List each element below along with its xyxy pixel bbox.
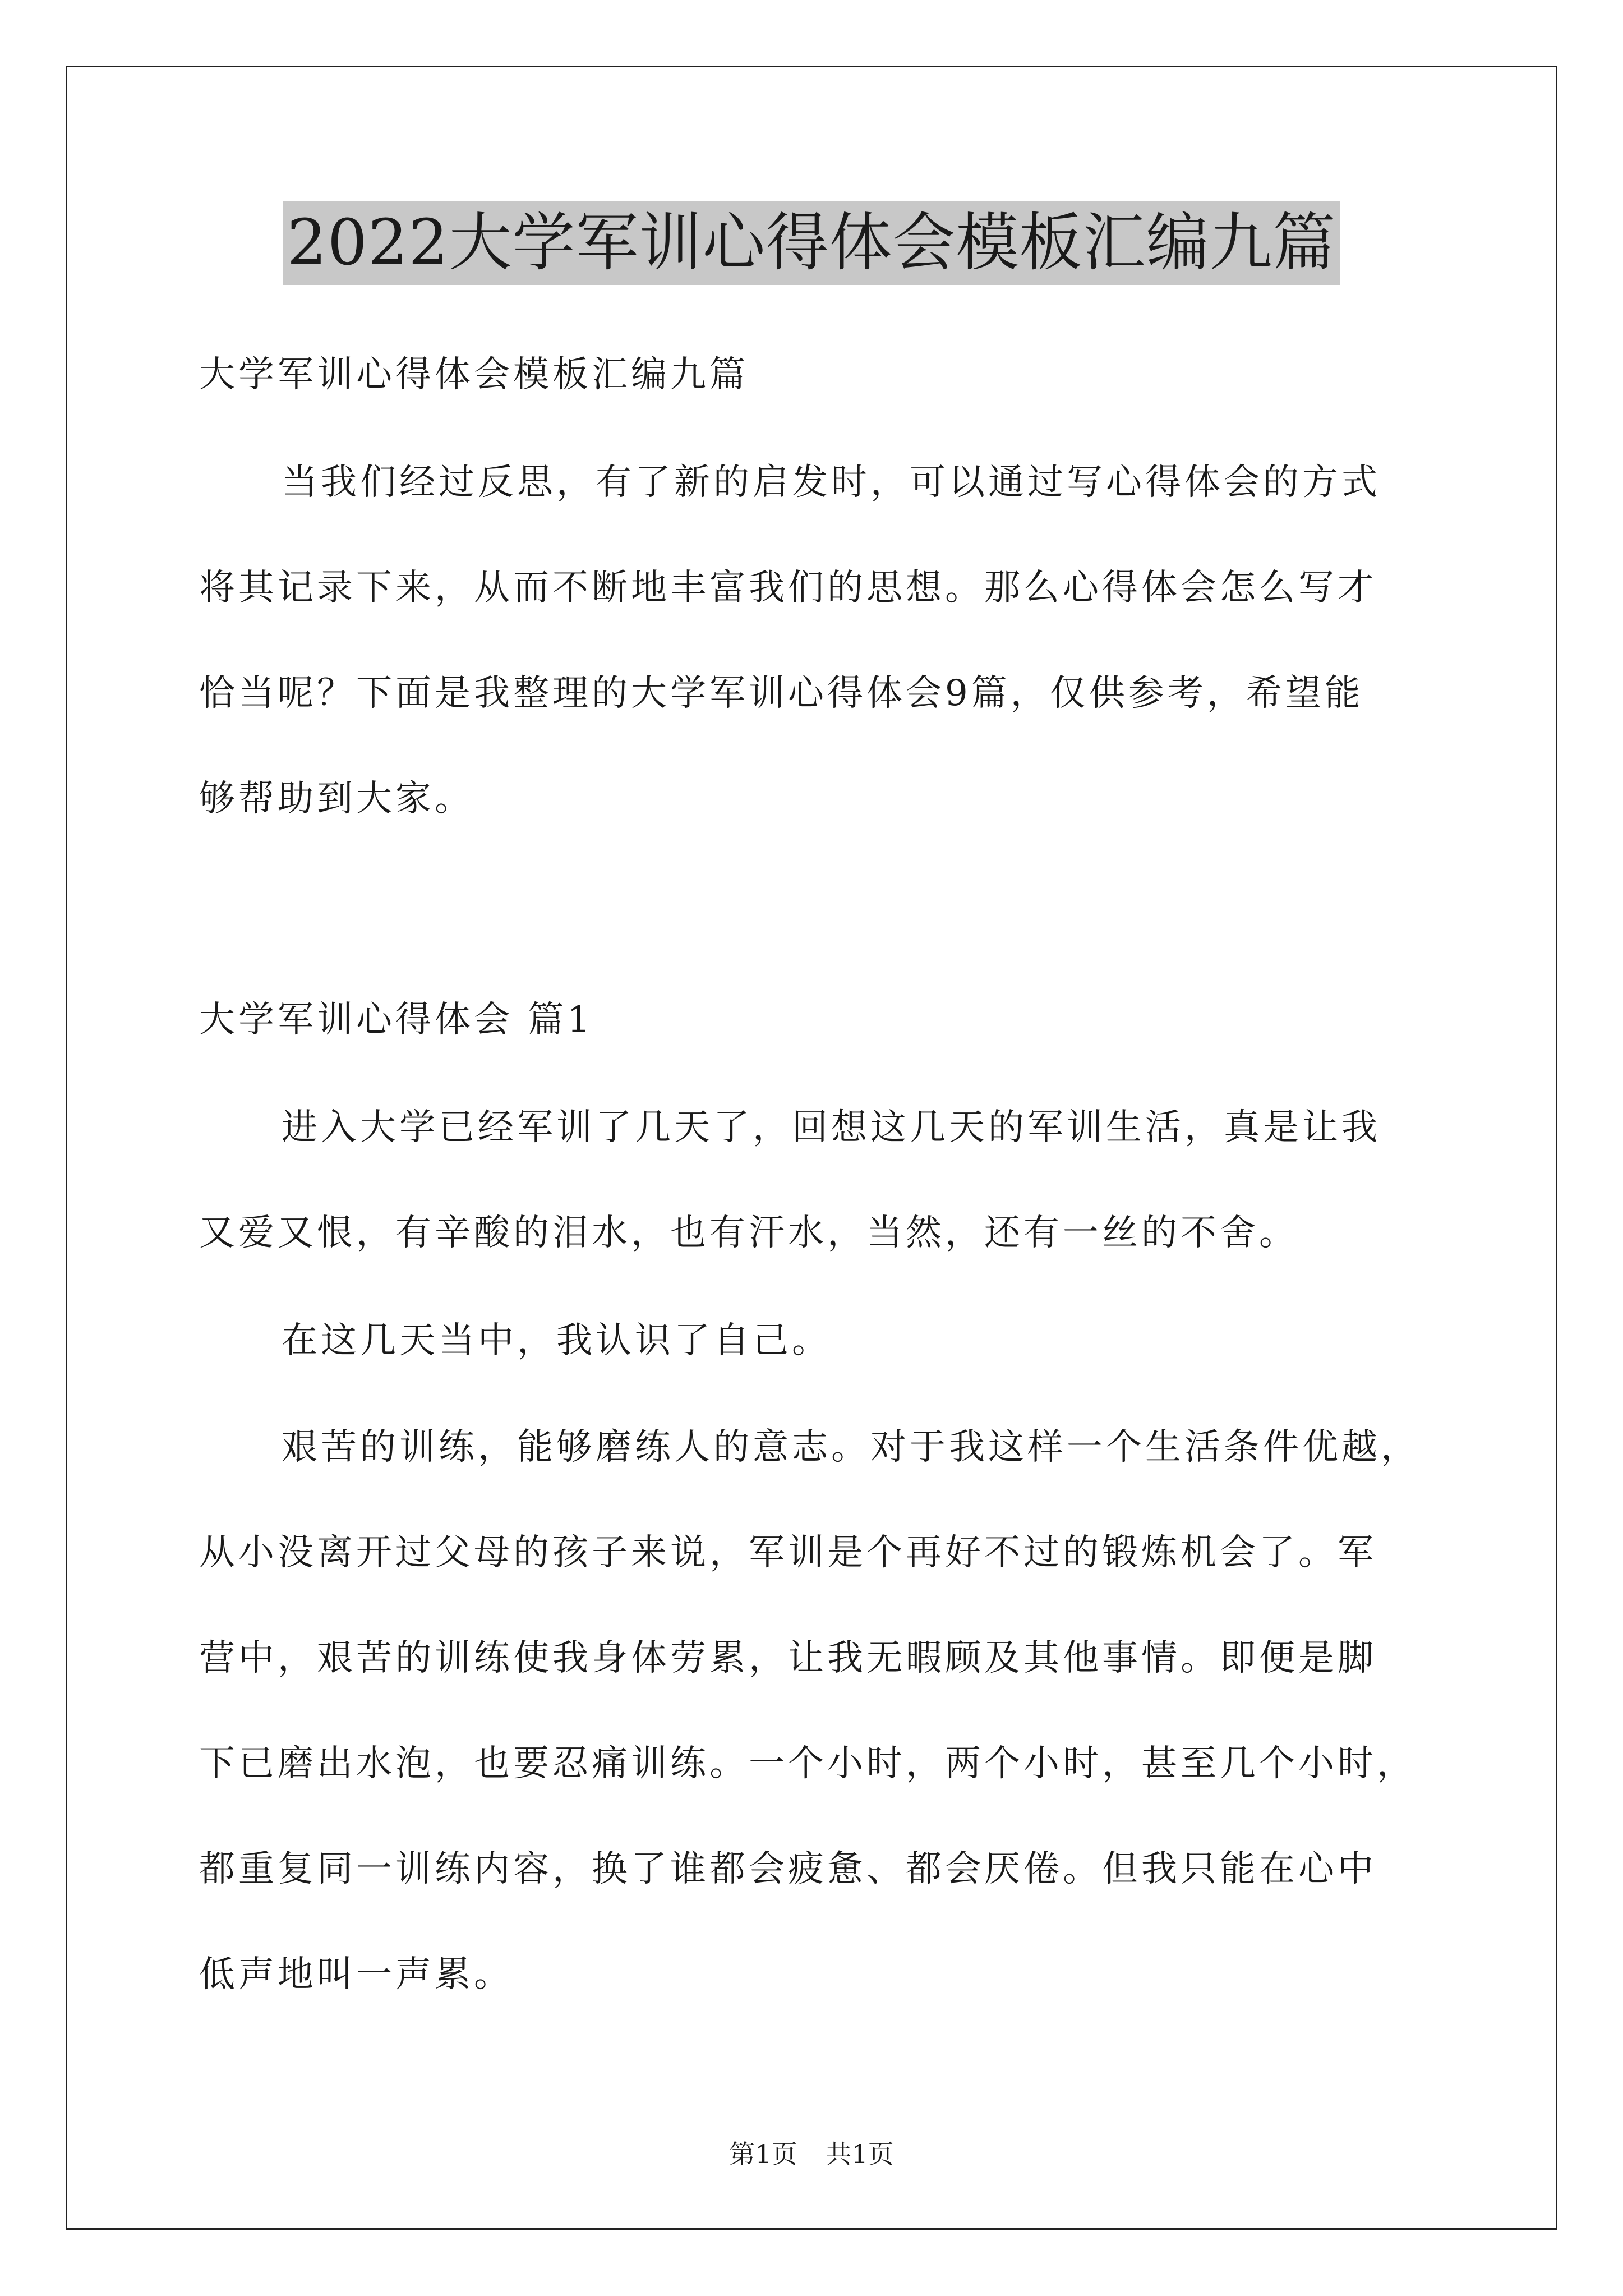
document-subtitle: 大学军训心得体会模板汇编九篇 [199,354,749,395]
section1-p2-line-1: 在这几天当中，我认识了自己。 [282,1320,831,1361]
section1-p3-line-2: 从小没离开过父母的孩子来说，军训是个再好不过的锻炼机会了。军 [199,1532,1377,1573]
section1-p1-line-1: 进入大学已经军训了几天了，回想这几天的军训生活，真是让我 [282,1107,1381,1148]
document-title: 2022大学军训心得体会模板汇编九篇 [283,201,1339,285]
page-number: 第1页 [729,2139,797,2169]
intro-line-3: 恰当呢？下面是我整理的大学军训心得体会9篇，仅供参考，希望能 [199,673,1364,714]
section1-p3-line-1: 艰苦的训练，能够磨练人的意志。对于我这样一个生活条件优越， [282,1427,1420,1468]
section1-p3-line-3: 营中，艰苦的训练使我身体劳累，让我无暇顾及其他事情。即便是脚 [199,1637,1377,1679]
page-footer [0,2138,1623,2170]
section1-p1-line-2: 又爱又恨，有辛酸的泪水，也有汗水，当然，还有一丝的不舍。 [199,1212,1298,1254]
section1-p3-line-5: 都重复同一训练内容，换了谁都会疲惫、都会厌倦。但我只能在心中 [199,1848,1377,1890]
intro-line-2: 将其记录下来，从而不断地丰富我们的思想。那么心得体会怎么写才 [199,567,1377,609]
intro-line-1: 当我们经过反思，有了新的启发时，可以通过写心得体会的方式 [282,462,1381,503]
section1-p3-line-6: 低声地叫一声累。 [199,1954,513,1995]
title-container [0,201,1623,285]
section-heading-1: 大学军训心得体会 篇1 [199,999,594,1041]
intro-line-4: 够帮助到大家。 [199,778,474,820]
section1-p3-line-4: 下已磨出水泡，也要忍痛训练。一个小时，两个小时，甚至几个小时， [199,1743,1416,1784]
page-total: 共1页 [826,2139,894,2169]
